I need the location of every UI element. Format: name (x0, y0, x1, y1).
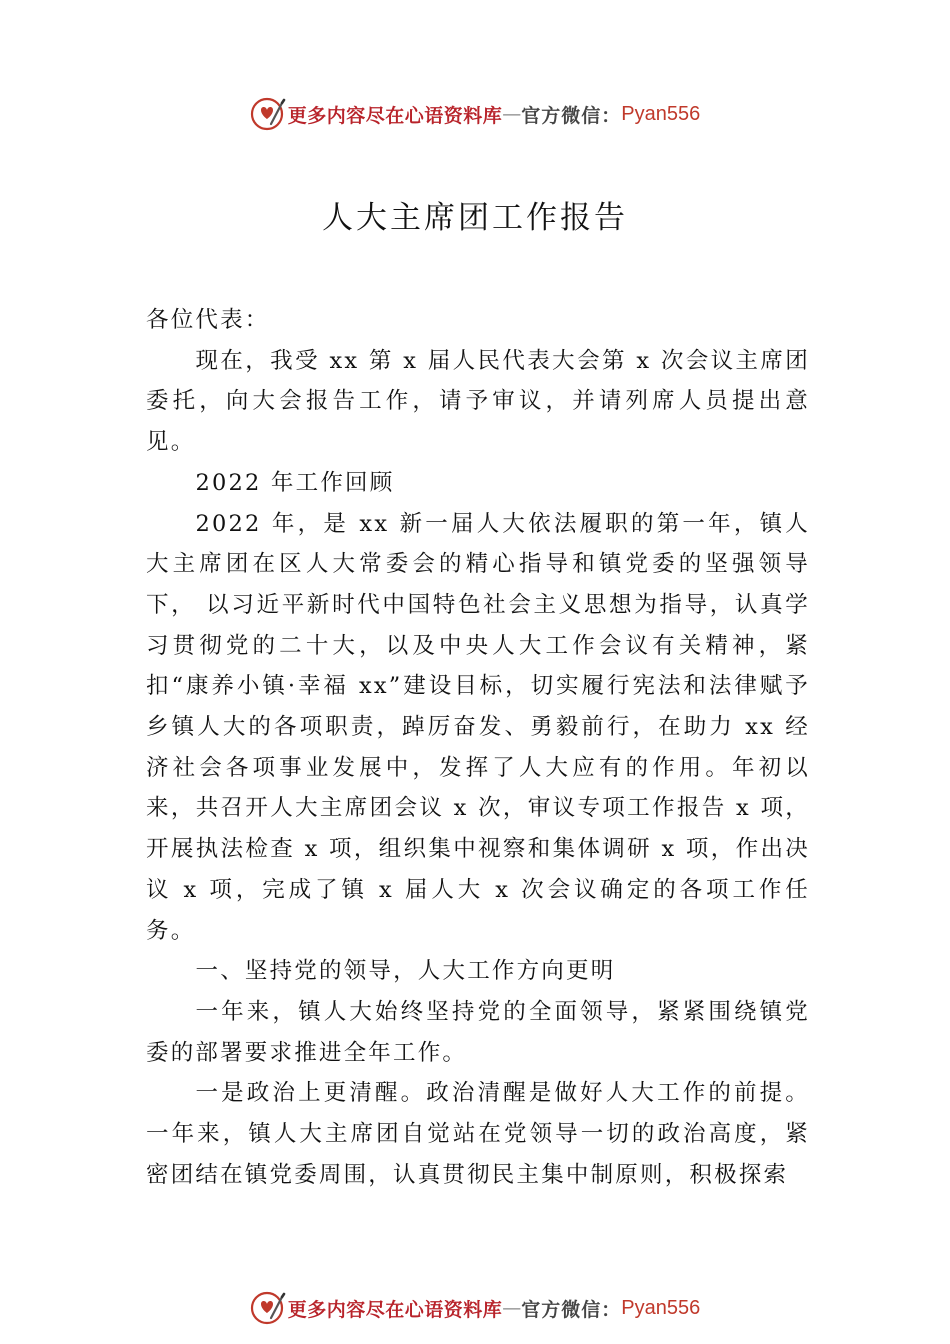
section-heading: 一、坚持党的领导，人大工作方向更明 (195, 958, 616, 985)
banner-separator: — (502, 1297, 522, 1319)
banner-separator: — (502, 103, 522, 125)
paragraph: 一年来，镇人大始终坚持党的全面领导，紧紧围绕镇党委的部署要求推进全年工作。 (146, 998, 810, 1066)
paragraph: 一是政治上更清醒。政治清醒是做好人大工作的前提。一年来，镇人大主席团自觉站在党领导一切的政治高度，紧密团结在镇党委周围，认真贯彻民主集中制原则，积极探索 (146, 1080, 810, 1188)
banner-wechat-id: Pyan556 (621, 102, 701, 125)
paragraph: 2022 年，是 xx 新一届人大依法履职的第一年，镇人大主席团在区人大常委会的精心指导和镇党委的坚强领导下， 以习近平新时代中国特色社会主义思想为指导，认真学习贯彻党的二十大，以及中央人大工作会议有关精神，紧扣“康养小镇·幸福 xx”建设目标，切实履行宪法和法律赋予乡镇人大的各项职责，踔厉奋发、勇毅前行，在助力 xx 经济社会各项事业发展中，发挥了人大应有的作用。年初以来，共召开人大主席团会议 x 次，审议专项工作报告 x 项，开展执法检查 x 项，组织集中视察和集体调研 x 项，作出决议 x 项，完成了镇 x 届人大 x 次会议确定的各项工作任务。 (146, 510, 810, 944)
document-body (146, 300, 810, 1195)
banner-brand-text: 更多内容尽在心语资料库 (287, 104, 503, 127)
footer-banner (0, 1288, 950, 1328)
header-banner (0, 94, 950, 134)
banner-brand-text: 更多内容尽在心语资料库 (287, 1298, 503, 1321)
section-heading: 2022 年工作回顾 (195, 469, 395, 496)
salutation: 各位代表： (146, 307, 270, 333)
banner-wechat-id: Pyan556 (621, 1296, 701, 1319)
banner-wechat-label: 官方微信： (521, 104, 622, 127)
heart-pen-icon (250, 1290, 286, 1326)
paragraph: 现在，我受 xx 第 x 届人民代表大会第 x 次会议主席团委托，向大会报告工作，请予审议，并请列席人员提出意见。 (146, 347, 810, 456)
document-title: 人大主席团工作报告 (322, 200, 628, 236)
heart-pen-icon (250, 96, 286, 132)
banner-wechat-label: 官方微信： (521, 1298, 622, 1321)
